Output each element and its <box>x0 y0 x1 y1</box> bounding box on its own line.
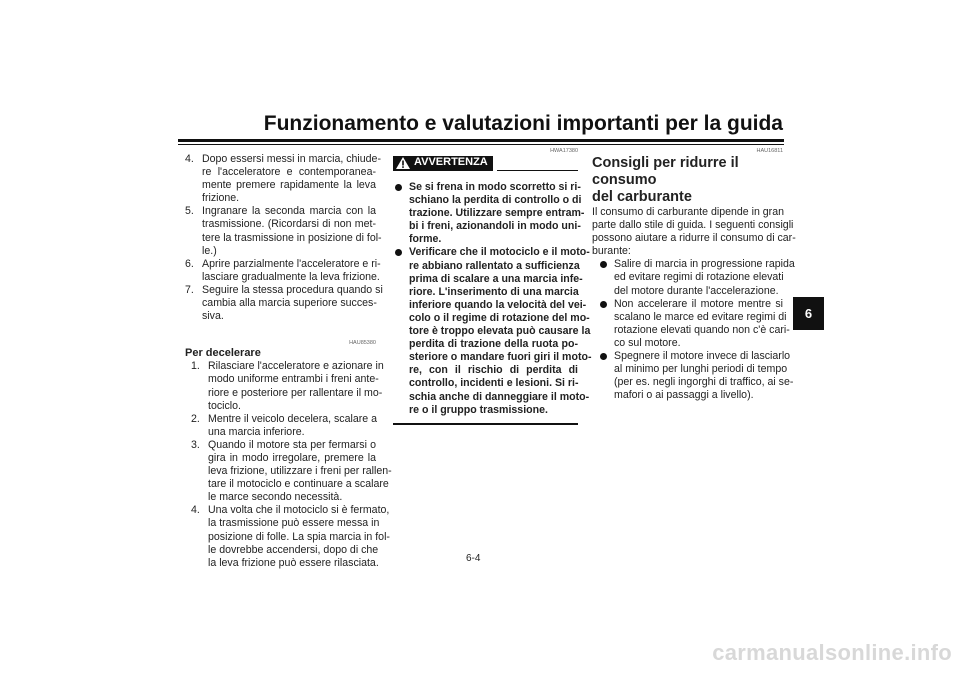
text-line: del motore durante l'accelerazione. <box>614 284 779 297</box>
warning-triangle-icon <box>396 157 410 169</box>
bullet-icon <box>395 184 402 191</box>
step-number: 1. <box>191 360 200 373</box>
text-line: le marce secondo necessità. <box>208 491 343 504</box>
text-line: (per es. negli ingorghi di traffico, ai se- <box>614 376 794 389</box>
step-item <box>185 153 381 205</box>
bullet-item <box>598 258 795 297</box>
text-line: tociclo. <box>208 399 241 412</box>
text-line: Una volta che il motociclo si è fermato, <box>208 504 390 517</box>
text-line: Salire di marcia in progressione rapida <box>614 258 795 271</box>
text-line: al minimo per lunghi periodi di tempo <box>614 363 788 376</box>
bullet-item <box>393 181 585 246</box>
fuel-section-code: HAU16811 <box>756 148 783 154</box>
step-number: 4. <box>185 153 194 165</box>
warning-header-line <box>497 156 578 171</box>
text-line: rotazione elevati quando non c'è cari- <box>614 323 790 336</box>
text-line: Quando il motore sta per fermarsi o <box>208 438 376 451</box>
text-line: una marcia inferiore. <box>208 425 305 438</box>
text-line: mafori o ai passaggi a livello). <box>614 389 754 402</box>
warning-bottom-rule <box>393 423 578 425</box>
header-rule <box>178 139 784 142</box>
text-line: controllo, incidenti e lesioni. Si ri- <box>409 377 579 390</box>
step-item <box>191 504 390 569</box>
text-line: burante: <box>592 245 631 258</box>
text-line: leva frizione, utilizzare i freni per rallen- <box>208 465 392 478</box>
text-line: colo o il regime di rotazione del mo- <box>409 311 590 324</box>
step-number: 2. <box>191 412 200 425</box>
warning-header <box>393 155 578 171</box>
text-line: le dovrebbe accendersi, dopo di che <box>208 543 379 556</box>
chapter-tab[interactable]: 6 <box>793 297 824 330</box>
text-line: Non accelerare il motore mentre si <box>614 297 783 310</box>
bullet-item <box>598 297 790 350</box>
text-line: Aprire parzialmente l'acceleratore e ri- <box>202 257 381 270</box>
text-line: Ingranare la seconda marcia con la <box>202 205 376 218</box>
text-line: ed evitare regimi di rotazione elevati <box>614 271 784 284</box>
step-item <box>185 257 381 284</box>
text-line: schia anche di danneggiare il moto- <box>409 390 590 403</box>
warning-column <box>393 147 592 425</box>
text-line: Verificare che il motociclo e il moto- <box>409 246 590 259</box>
bullet-icon <box>395 249 402 256</box>
warning-code: HWA17380 <box>550 148 578 154</box>
text-line: la trasmissione può essere messa in <box>208 517 380 530</box>
fuel-tips-column <box>592 147 796 402</box>
fuel-tips-bullets <box>592 258 795 402</box>
text-line: le.) <box>202 244 217 257</box>
step-number: 7. <box>185 283 194 296</box>
text-line: tere la trasmissione in posizione di fol- <box>202 231 382 244</box>
title-line: Consigli per ridurre il consumo <box>592 155 739 188</box>
text-line: prima di scalare a una marcia infe- <box>409 272 583 285</box>
text-line: Se si frena in modo scorretto si ri- <box>409 181 581 193</box>
bullet-icon <box>600 261 607 268</box>
step-item <box>191 360 384 412</box>
text-line: gira in modo irregolare, premere la <box>208 451 376 464</box>
step-item <box>185 205 382 257</box>
text-line: posizione di folle. La spia marcia in fol- <box>208 530 390 543</box>
text-line: perdita di trazione della ruota po- <box>409 338 578 351</box>
acceleration-steps <box>185 153 383 323</box>
bullet-item <box>393 246 592 416</box>
text-line: re abbiano rallentato a sufficienza <box>409 259 580 272</box>
text-line: trasmissione. (Ricordarsi di non met- <box>202 218 376 231</box>
section-code: HAU85380 <box>349 340 376 347</box>
text-line: mente premere rapidamente la leva <box>202 179 376 192</box>
step-number: 4. <box>191 504 200 517</box>
text-line: Spegnere il motore invece di lasciarlo <box>614 350 791 363</box>
warning-bullets <box>393 181 592 417</box>
text-line: co sul motore. <box>614 336 681 349</box>
text-line: parte dallo stile di guida. I seguenti consigli <box>592 219 794 232</box>
warning-label: AVVERTENZA <box>414 156 488 169</box>
text-line: scalano le marce ed evitare regimi di <box>614 310 787 323</box>
text-line: la leva frizione può essere rilasciata. <box>208 556 379 569</box>
page-number: 6-4 <box>466 553 481 564</box>
step-number: 5. <box>185 205 194 218</box>
title-line: del carburante <box>592 189 692 205</box>
text-line: tare il motociclo e continuare a scalare <box>208 478 389 491</box>
text-line: trazione. Utilizzare sempre entram- <box>409 207 585 220</box>
step-number: 3. <box>191 438 200 451</box>
text-line: lasciare gradualmente la leva frizione. <box>202 270 380 283</box>
bullet-icon <box>600 301 607 308</box>
text-line: Rilasciare l'acceleratore e azionare in <box>208 360 384 373</box>
page-title: Funzionamento e valutazioni importanti per la guida <box>263 112 783 135</box>
text-line: Mentre il veicolo decelera, scalare a <box>208 412 377 425</box>
text-line: inferiore quando la velocità del vei- <box>409 298 587 311</box>
text-line: forme. <box>409 233 442 246</box>
text-line: riore. L'inserimento di una marcia <box>409 285 579 298</box>
text-line: siva. <box>202 310 224 323</box>
left-column <box>185 153 392 570</box>
fuel-section-title <box>592 155 783 206</box>
text-line: Seguire la stessa procedura quando si <box>202 283 383 296</box>
text-line: re l'acceleratore e contemporanea- <box>202 166 376 179</box>
text-line: possono aiutare a ridurre il consumo di car- <box>592 232 796 245</box>
text-line: re, con il rischio di perdita di <box>409 364 578 377</box>
step-item <box>185 283 383 323</box>
fuel-intro <box>592 206 796 258</box>
text-line: Il consumo di carburante dipende in gran <box>592 206 784 218</box>
deceleration-steps <box>185 360 392 570</box>
step-number: 6. <box>185 257 194 270</box>
section-title: Per decelerare <box>185 347 261 360</box>
step-item <box>191 438 392 504</box>
header-rule-thin <box>178 144 784 145</box>
warning-badge <box>393 156 493 171</box>
text-line: schiano la perdita di controllo o di <box>409 194 582 207</box>
text-line: re o il gruppo trasmissione. <box>409 403 548 416</box>
bullet-item <box>598 350 794 402</box>
text-line: modo uniforme entrambi i freni ante- <box>208 373 379 386</box>
text-line: Dopo essersi messi in marcia, chiude- <box>202 153 381 165</box>
step-item <box>191 413 376 439</box>
text-line: cambia alla marcia superiore succes- <box>202 297 377 310</box>
text-line: frizione. <box>202 192 240 205</box>
bullet-icon <box>600 353 607 360</box>
text-line: tore è troppo elevata può causare la <box>409 325 591 338</box>
text-line: bi i freni, azionandoli in modo uni- <box>409 220 581 233</box>
text-line: steriore o mandare fuori giri il moto- <box>409 351 592 364</box>
text-line: riore e posteriore per rallentare il mo- <box>208 386 383 399</box>
watermark: carmanualsonline.info <box>712 640 952 665</box>
